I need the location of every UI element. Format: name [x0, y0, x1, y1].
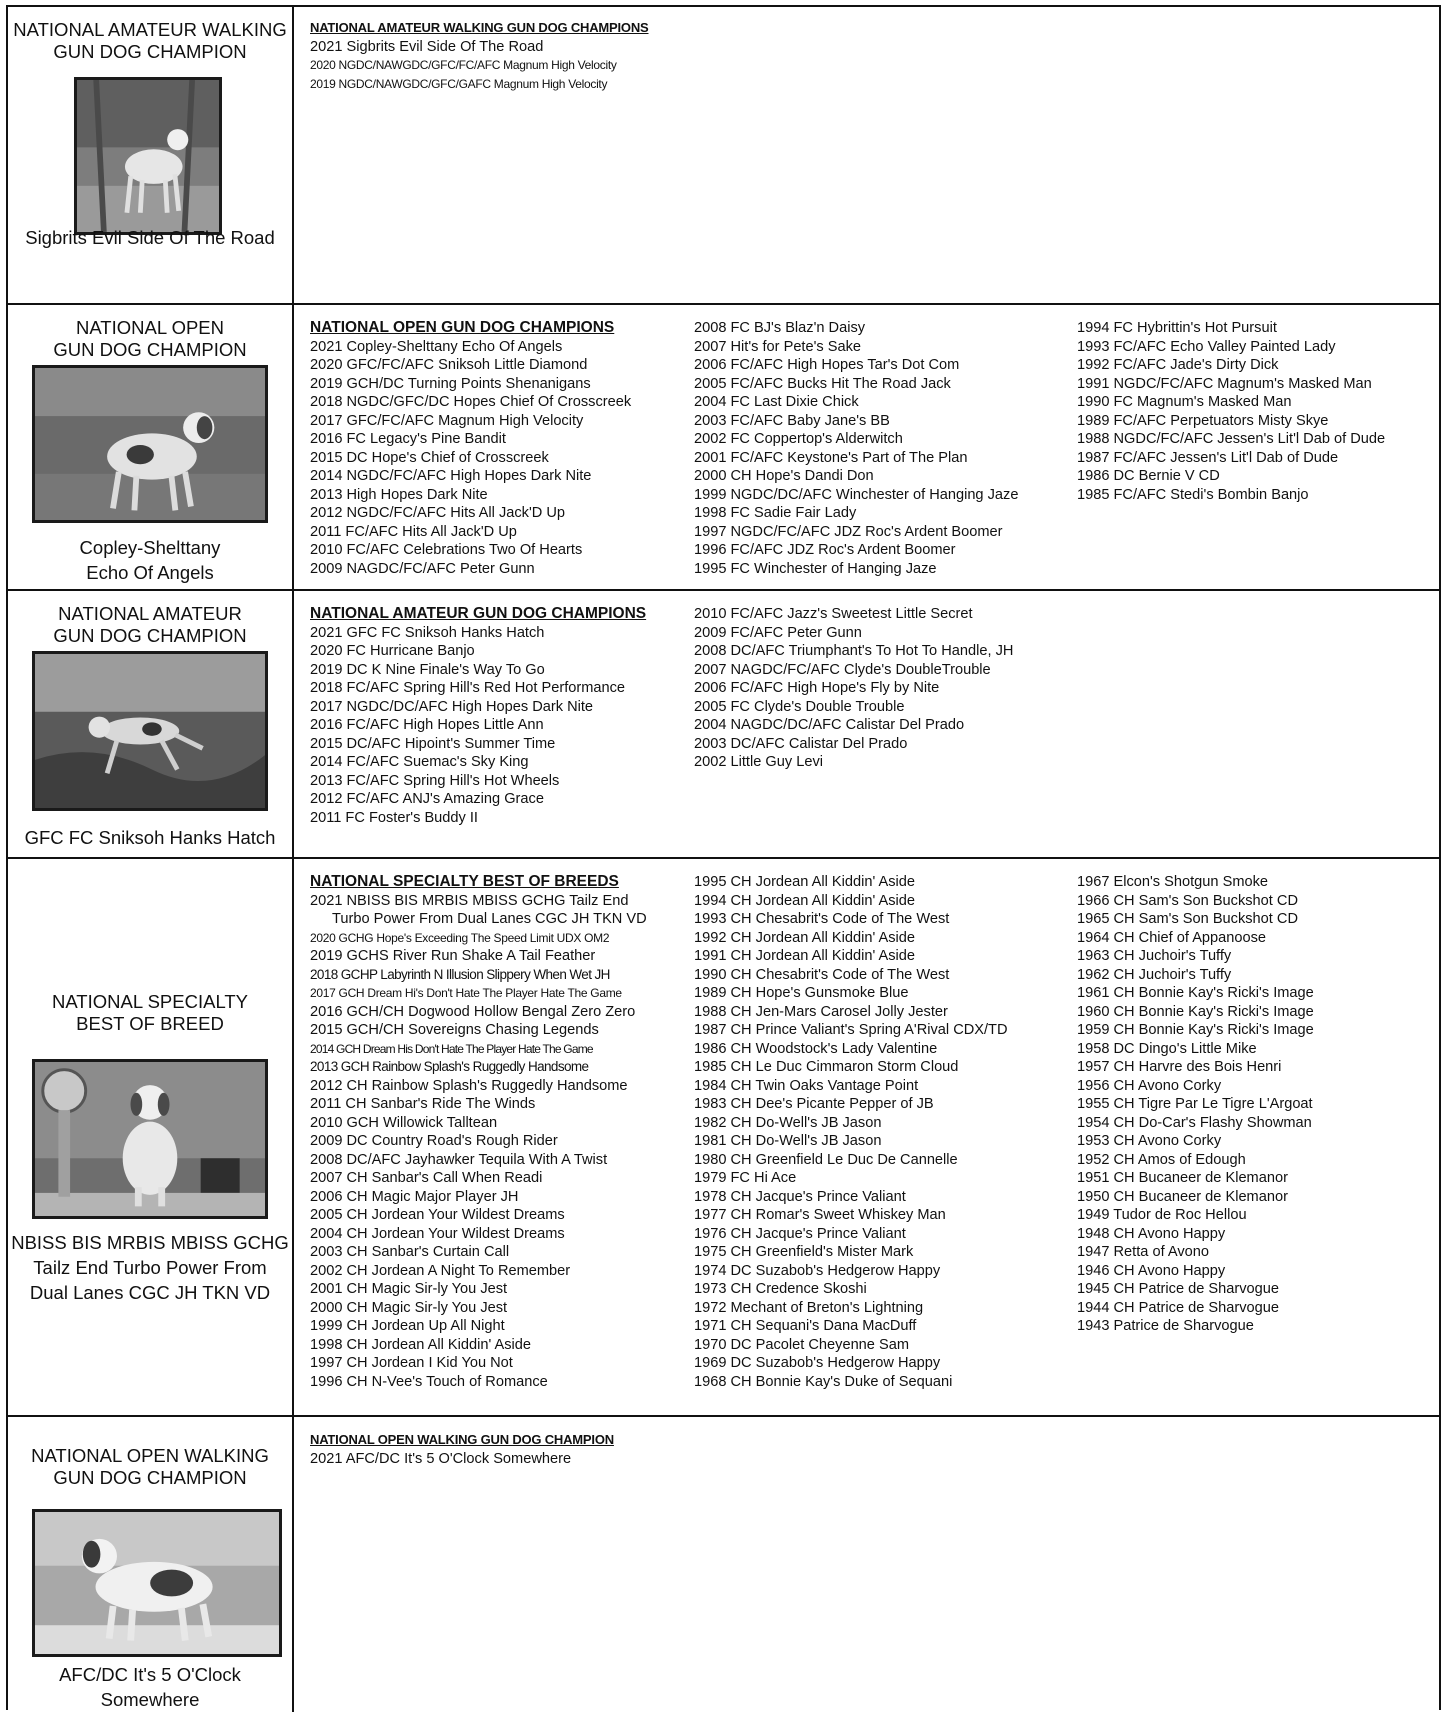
- list-item: 2019 GCH/DC Turning Points Shenanigans: [310, 375, 591, 392]
- list-item: 2007 CH Sanbar's Call When Readi: [310, 1170, 543, 1186]
- list-item: 1989 FC/AFC Perpetuators Misty Skye: [1077, 412, 1329, 429]
- list-item: 2000 CH Magic Sir-ly You Jest: [310, 1299, 508, 1316]
- champion-list-col-2: [694, 319, 1018, 578]
- list-item: 2010 FC/AFC Jazz's Sweetest Little Secret: [694, 606, 973, 622]
- champion-list-col-1: [310, 1431, 614, 1468]
- list-item: 1979 FC Hi Ace: [694, 1170, 797, 1186]
- list-item: 1996 FC/AFC JDZ Roc's Ardent Boomer: [694, 542, 956, 558]
- list-item: 2005 CH Jordean Your Wildest Dreams: [310, 1207, 565, 1223]
- list-item: 2010 FC/AFC Celebrations Two Of Hearts: [310, 542, 583, 558]
- section-title: NATIONAL AMATEUR GUN DOG CHAMPION: [53, 603, 247, 646]
- champion-list-col-1: [310, 873, 647, 1391]
- list-item: 2018 GCHP Labyrinth N Illusion Slippery When Wet JH: [310, 966, 610, 982]
- list-item: 2009 DC Country Road's Rough Rider: [310, 1133, 558, 1149]
- list-item: 1992 FC/AFC Jade's Dirty Dick: [1077, 357, 1279, 373]
- champion-list-col-2: [694, 873, 1008, 1391]
- list-item: 2017 NGDC/DC/AFC High Hopes Dark Nite: [310, 698, 594, 715]
- list-item: 1986 CH Woodstock's Lady Valentine: [694, 1040, 938, 1057]
- list-item: 2017 GFC/FC/AFC Magnum High Velocity: [310, 412, 584, 429]
- list-item: 1958 DC Dingo's Little Mike: [1077, 1040, 1257, 1057]
- list-item: 2012 CH Rainbow Splash's Ruggedly Handsome: [310, 1077, 628, 1094]
- section-left-panel: [8, 1417, 294, 1712]
- list-item: 2016 FC Legacy's Pine Bandit: [310, 431, 506, 447]
- section-amateur-gun-dog: [8, 591, 1439, 859]
- list-item: 2019 NGDC/NAWGDC/GFC/GAFC Magnum High Velocity: [310, 76, 608, 91]
- dog-photo: [74, 77, 222, 235]
- list-item: 2015 DC Hope's Chief of Crosscreek: [310, 449, 549, 466]
- section-left-panel: [8, 305, 294, 589]
- champion-list-col-2: [694, 605, 1013, 772]
- list-item: 2021 NBISS BIS MRBIS MBISS GCHG Tailz End: [310, 892, 629, 909]
- list-item: 2006 CH Magic Major Player JH: [310, 1188, 519, 1205]
- list-item: 1975 CH Greenfield's Mister Mark: [694, 1244, 914, 1260]
- list-item: 1948 CH Avono Happy: [1077, 1225, 1226, 1242]
- list-item: 1998 CH Jordean All Kiddin' Aside: [310, 1336, 532, 1353]
- list-item: 1965 CH Sam's Son Buckshot CD: [1077, 911, 1298, 927]
- section-title: NATIONAL OPEN WALKING GUN DOG CHAMPION: [31, 1445, 269, 1488]
- list-item: 1971 CH Sequani's Dana MacDuff: [694, 1318, 917, 1334]
- list-item: 1966 CH Sam's Son Buckshot CD: [1077, 892, 1298, 909]
- list-item: 2005 FC/AFC Bucks Hit The Road Jack: [694, 375, 951, 392]
- list-item: 1957 CH Harvre des Bois Henri: [1077, 1059, 1282, 1075]
- section-amateur-walking: [8, 7, 1439, 305]
- list-item: 2002 Little Guy Levi: [694, 754, 823, 770]
- list-item: 2020 GCHG Hope's Exceeding The Speed Limit UDX OM2: [310, 930, 610, 945]
- list-item: 1988 CH Jen-Mars Carosel Jolly Jester: [694, 1003, 948, 1020]
- list-item: 1953 CH Avono Corky: [1077, 1133, 1222, 1149]
- list-item: 1959 CH Bonnie Kay's Ricki's Image: [1077, 1022, 1314, 1038]
- list-item: 1996 CH N-Vee's Touch of Romance: [310, 1373, 548, 1390]
- list-item: 2003 DC/AFC Calistar Del Prado: [694, 735, 908, 752]
- list-item: 2021 AFC/DC It's 5 O'Clock Somewhere: [310, 1450, 572, 1467]
- list-item: 2014 GCH Dream His Don't Hate The Player Hate The Game: [310, 1041, 593, 1056]
- list-item: 1943 Patrice de Sharvogue: [1077, 1318, 1254, 1334]
- list-item: 2004 FC Last Dixie Chick: [694, 394, 859, 410]
- list-item: 1970 DC Pacolet Cheyenne Sam: [694, 1336, 909, 1353]
- list-item: 2012 NGDC/FC/AFC Hits All Jack'D Up: [310, 505, 565, 521]
- list-item: 1973 CH Credence Skoshi: [694, 1281, 867, 1297]
- list-item: 1960 CH Bonnie Kay's Ricki's Image: [1077, 1003, 1314, 1020]
- list-item: 1945 CH Patrice de Sharvogue: [1077, 1281, 1280, 1297]
- list-item: 2021 Sigbrits Evil Side Of The Road: [310, 38, 544, 55]
- list-item: 1951 CH Bucaneer de Klemanor: [1077, 1170, 1288, 1186]
- list-item: 1980 CH Greenfield Le Duc De Cannelle: [694, 1151, 958, 1168]
- list-item: 2019 GCHS River Run Shake A Tail Feather: [310, 948, 596, 964]
- list-item: 1974 DC Suzabob's Hedgerow Happy: [694, 1262, 941, 1279]
- dog-photo: [32, 1059, 268, 1219]
- list-item: 2014 NGDC/FC/AFC High Hopes Dark Nite: [310, 468, 592, 484]
- list-item: 1952 CH Amos of Edough: [1077, 1151, 1246, 1168]
- list-item: 1993 CH Chesabrit's Code of The West: [694, 911, 950, 927]
- dog-photo: [32, 365, 268, 523]
- list-item: 2018 NGDC/GFC/DC Hopes Chief Of Crosscreek: [310, 394, 632, 410]
- list-item: 2007 NAGDC/FC/AFC Clyde's DoubleTrouble: [694, 661, 991, 678]
- section-title: NATIONAL SPECIALTY BEST OF BREED: [51, 991, 248, 1034]
- section-title: NATIONAL AMATEUR WALKING GUN DOG CHAMPION: [13, 19, 287, 62]
- list-item: 1990 CH Chesabrit's Code of The West: [694, 966, 950, 983]
- list-item: 1983 CH Dee's Picante Pepper of JB: [694, 1096, 934, 1112]
- list-item: 2004 NAGDC/DC/AFC Calistar Del Prado: [694, 717, 965, 733]
- list-item: 1982 CH Do-Well's JB Jason: [694, 1114, 882, 1131]
- list-item: 2011 CH Sanbar's Ride The Winds: [310, 1096, 536, 1112]
- list-item: 2013 GCH Rainbow Splash's Ruggedly Handsome: [310, 1059, 589, 1074]
- list-item: 1991 CH Jordean All Kiddin' Aside: [694, 948, 916, 964]
- champion-list-col-1: [310, 19, 649, 93]
- list-item: 2017 GCH Dream Hi's Don't Hate The Player Hate The Game: [310, 986, 622, 1000]
- list-item: 1994 FC Hybrittin's Hot Pursuit: [1077, 320, 1277, 336]
- section-open-walking: [8, 1417, 1439, 1712]
- champion-list-col-3: [1077, 873, 1314, 1336]
- list-item: 1995 CH Jordean All Kiddin' Aside: [694, 874, 916, 890]
- list-item: 2006 FC/AFC High Hopes Tar's Dot Com: [694, 357, 960, 373]
- dog-photo: [32, 1509, 282, 1657]
- list-item: 2009 NAGDC/FC/AFC Peter Gunn: [310, 560, 535, 577]
- list-item: 2016 GCH/CH Dogwood Hollow Bengal Zero Zero: [310, 1003, 636, 1020]
- list-item: 1989 CH Hope's Gunsmoke Blue: [694, 985, 909, 1001]
- list-heading: NATIONAL AMATEUR GUN DOG CHAMPIONS: [310, 605, 647, 622]
- list-item: 1998 FC Sadie Fair Lady: [694, 505, 857, 521]
- section-left-panel: [8, 859, 294, 1415]
- list-item: 2001 FC/AFC Keystone's Part of The Plan: [694, 449, 968, 466]
- list-item: 2013 High Hopes Dark Nite: [310, 486, 488, 503]
- champion-list-col-1: [310, 319, 631, 578]
- list-item: 2004 CH Jordean Your Wildest Dreams: [310, 1225, 565, 1242]
- list-item: 2008 DC/AFC Triumphant's To Hot To Handle, JH: [694, 643, 1014, 659]
- list-item: 2007 Hit's for Pete's Sake: [694, 338, 862, 355]
- list-item: 1994 CH Jordean All Kiddin' Aside: [694, 892, 916, 909]
- list-item: 2011 FC/AFC Hits All Jack'D Up: [310, 523, 517, 540]
- section-specialty-best-of-breed: [8, 859, 1439, 1417]
- list-item: 1963 CH Juchoir's Tuffy: [1077, 948, 1232, 964]
- section-left-panel: [8, 591, 294, 857]
- list-item: 1986 DC Bernie V CD: [1077, 468, 1220, 484]
- page-frame: [6, 5, 1441, 1710]
- list-heading: NATIONAL SPECIALTY BEST OF BREEDS: [310, 873, 619, 890]
- list-item: 2011 FC Foster's Buddy II: [310, 809, 478, 826]
- list-item: 1992 CH Jordean All Kiddin' Aside: [694, 929, 916, 946]
- champion-list-col-1: [310, 605, 646, 827]
- list-item: 1950 CH Bucaneer de Klemanor: [1077, 1188, 1288, 1205]
- list-item: Turbo Power From Dual Lanes CGC JH TKN VD: [332, 911, 647, 927]
- section-open-gun-dog: [8, 305, 1439, 591]
- section-title: NATIONAL OPEN GUN DOG CHAMPION: [53, 317, 247, 360]
- list-item: 1995 FC Winchester of Hanging Jaze: [694, 560, 937, 577]
- list-item: 2019 DC K Nine Finale's Way To Go: [310, 661, 545, 678]
- list-item: 1987 FC/AFC Jessen's Lit'l Dab of Dude: [1077, 449, 1339, 466]
- list-item: 1999 CH Jordean Up All Night: [310, 1318, 505, 1334]
- list-item: 2003 CH Sanbar's Curtain Call: [310, 1244, 510, 1260]
- list-item: 2002 FC Coppertop's Alderwitch: [694, 431, 903, 447]
- list-item: 1988 NGDC/FC/AFC Jessen's Lit'l Dab of Dude: [1077, 431, 1386, 447]
- list-heading: NATIONAL OPEN GUN DOG CHAMPIONS: [310, 319, 615, 336]
- list-item: 2016 FC/AFC High Hopes Little Ann: [310, 717, 544, 733]
- list-item: 2008 DC/AFC Jayhawker Tequila With A Twist: [310, 1151, 608, 1168]
- list-item: 1946 CH Avono Happy: [1077, 1262, 1226, 1279]
- list-item: 1997 NGDC/FC/AFC JDZ Roc's Ardent Boomer: [694, 523, 1003, 540]
- dog-photo: [32, 651, 268, 811]
- list-heading: NATIONAL OPEN WALKING GUN DOG CHAMPION: [310, 1432, 614, 1447]
- list-item: 1978 CH Jacque's Prince Valiant: [694, 1188, 906, 1205]
- list-item: 2000 CH Hope's Dandi Don: [694, 468, 874, 484]
- list-item: 1990 FC Magnum's Masked Man: [1077, 394, 1292, 410]
- list-item: 2006 FC/AFC High Hope's Fly by Nite: [694, 680, 940, 696]
- list-item: 1949 Tudor de Roc Hellou: [1077, 1207, 1247, 1223]
- list-item: 2020 FC Hurricane Banjo: [310, 643, 475, 659]
- section-left-panel: [8, 7, 294, 303]
- list-item: 1955 CH Tigre Par Le Tigre L'Argoat: [1077, 1096, 1313, 1112]
- list-item: 2015 GCH/CH Sovereigns Chasing Legends: [310, 1022, 599, 1038]
- list-item: 1981 CH Do-Well's JB Jason: [694, 1133, 882, 1149]
- list-item: 1961 CH Bonnie Kay's Ricki's Image: [1077, 985, 1314, 1001]
- list-item: 1962 CH Juchoir's Tuffy: [1077, 966, 1232, 983]
- list-item: 2010 GCH Willowick Talltean: [310, 1114, 498, 1131]
- section-caption: AFC/DC It's 5 O'Clock Somewhere: [59, 1664, 241, 1710]
- list-item: 1956 CH Avono Corky: [1077, 1077, 1222, 1094]
- champion-list-col-3: [1077, 319, 1385, 504]
- list-item: 1997 CH Jordean I Kid You Not: [310, 1355, 513, 1371]
- list-item: 1969 DC Suzabob's Hedgerow Happy: [694, 1355, 941, 1371]
- list-item: 2021 GFC FC Sniksoh Hanks Hatch: [310, 624, 545, 641]
- list-item: 2020 GFC/FC/AFC Sniksoh Little Diamond: [310, 357, 588, 373]
- list-item: 2021 Copley-Shelttany Echo Of Angels: [310, 338, 563, 355]
- list-item: 2003 FC/AFC Baby Jane's BB: [694, 412, 890, 429]
- list-item: 2008 FC BJ's Blaz'n Daisy: [694, 320, 866, 336]
- list-item: 1999 NGDC/DC/AFC Winchester of Hanging Jaze: [694, 486, 1019, 503]
- list-item: 1968 CH Bonnie Kay's Duke of Sequani: [694, 1373, 953, 1390]
- list-item: 2005 FC Clyde's Double Trouble: [694, 698, 905, 715]
- list-item: 1977 CH Romar's Sweet Whiskey Man: [694, 1207, 946, 1223]
- list-item: 2009 FC/AFC Peter Gunn: [694, 624, 862, 641]
- list-item: 1967 Elcon's Shotgun Smoke: [1077, 874, 1269, 890]
- list-item: 1972 Mechant of Breton's Lightning: [694, 1299, 924, 1316]
- list-item: 1954 CH Do-Car's Flashy Showman: [1077, 1114, 1312, 1131]
- list-item: 2020 NGDC/NAWGDC/GFC/FC/AFC Magnum High Velocity: [310, 58, 617, 72]
- section-caption: GFC FC Sniksoh Hanks Hatch: [24, 827, 276, 848]
- list-item: 2014 FC/AFC Suemac's Sky King: [310, 754, 529, 770]
- section-caption: NBISS BIS MRBIS MBISS GCHG Tailz End Turbo Power From Dual Lanes CGC JH TKN VD: [11, 1232, 289, 1303]
- section-caption: Copley-Shelttany Echo Of Angels: [79, 537, 221, 583]
- list-item: 1944 CH Patrice de Sharvogue: [1077, 1299, 1280, 1316]
- list-item: 2018 FC/AFC Spring Hill's Red Hot Performance: [310, 680, 626, 696]
- list-heading: NATIONAL AMATEUR WALKING GUN DOG CHAMPIONS: [310, 20, 649, 35]
- list-item: 1987 CH Prince Valiant's Spring A'Rival CDX/TD: [694, 1022, 1008, 1038]
- list-item: 1985 CH Le Duc Cimmaron Storm Cloud: [694, 1059, 959, 1075]
- list-item: 1964 CH Chief of Appanoose: [1077, 929, 1267, 946]
- section-caption: Sigbrits Evil Side Of The Road: [25, 227, 275, 248]
- list-item: 2015 DC/AFC Hipoint's Summer Time: [310, 735, 556, 752]
- list-item: 1985 FC/AFC Stedi's Bombin Banjo: [1077, 486, 1309, 503]
- list-item: 2012 FC/AFC ANJ's Amazing Grace: [310, 791, 544, 807]
- list-item: 1984 CH Twin Oaks Vantage Point: [694, 1077, 919, 1094]
- list-item: 1993 FC/AFC Echo Valley Painted Lady: [1077, 338, 1336, 355]
- list-item: 1991 NGDC/FC/AFC Magnum's Masked Man: [1077, 375, 1372, 392]
- list-item: 2013 FC/AFC Spring Hill's Hot Wheels: [310, 772, 560, 789]
- list-item: 2001 CH Magic Sir-ly You Jest: [310, 1281, 508, 1297]
- list-item: 1976 CH Jacque's Prince Valiant: [694, 1225, 906, 1242]
- list-item: 1947 Retta of Avono: [1077, 1244, 1209, 1260]
- list-item: 2002 CH Jordean A Night To Remember: [310, 1262, 571, 1279]
